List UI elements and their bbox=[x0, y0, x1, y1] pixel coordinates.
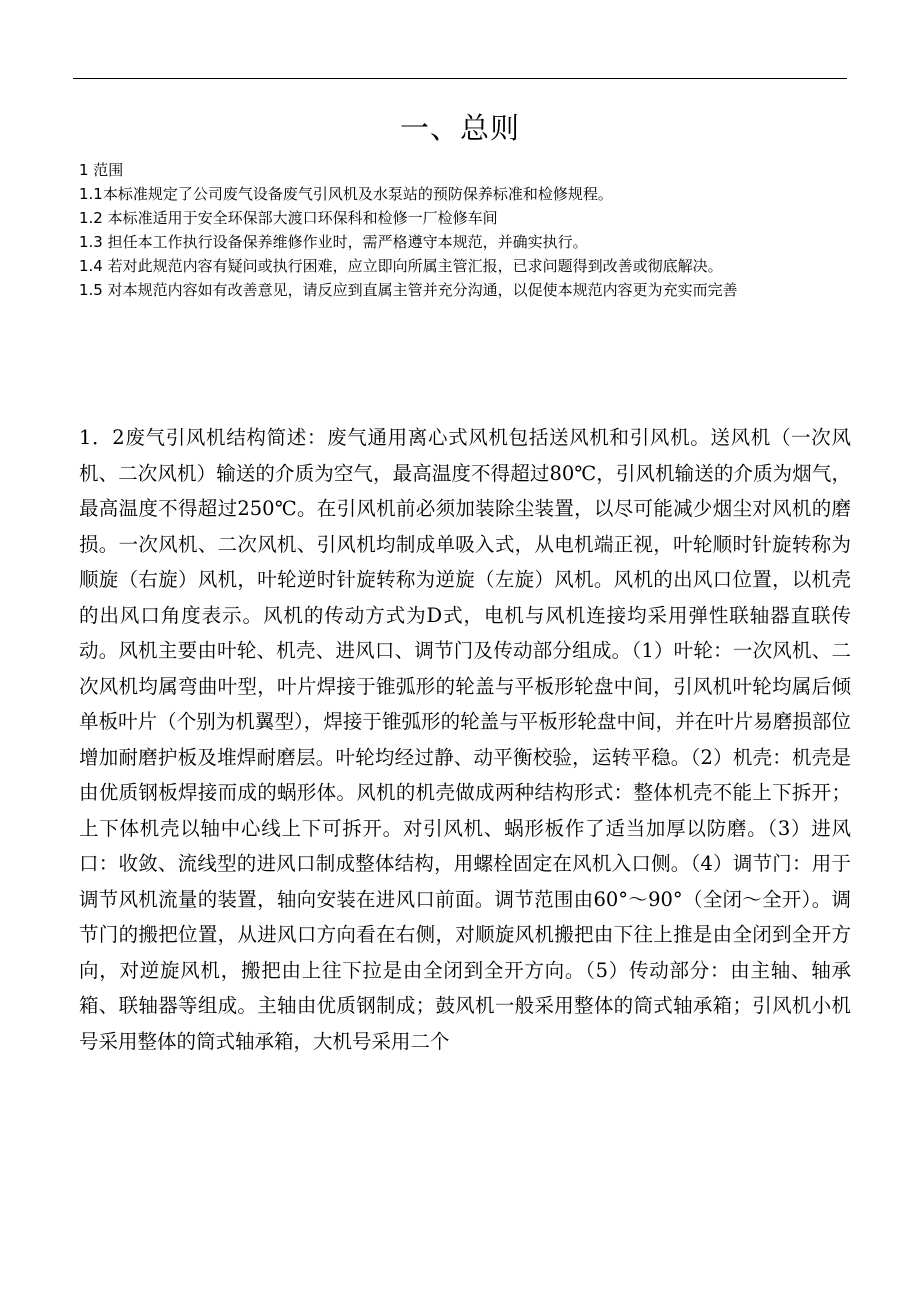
scope-section bbox=[79, 158, 849, 302]
scope-item-1-4: 1.4 若对此规范内容有疑问或执行困难，应立即向所属主管汇报，已求问题得到改善或彻底解决。 bbox=[79, 257, 723, 275]
section-title: 一、总则 bbox=[399, 111, 520, 145]
fan-structure-paragraph: 1．2废气引风机结构简述：废气通用离心式风机包括送风机和引风机。送风机（一次风机、二次风机）输送的介质为空气，最高温度不得超过80℃，引风机输送的介质为烟气，最高温度不得超过250℃。在引风机前必须加装除尘装置，以尽可能减少烟尘对风机的磨损。一次风机、二次风机、引风机均制成单吸入式，从电机端正视，叶轮顺时针旋转称为顺旋（右旋）风机，叶轮逆时针旋转称为逆旋（左旋）风机。风机的出风口位置，以机壳的出风口角度表示。风机的传动方式为D式，电机与风机连接均采用弹性联轴器直联传动。风机主要由叶轮、机壳、进风口、调节门及传动部分组成。（1）叶轮：一次风机、二次风机均属弯曲叶型，叶片焊接于锥弧形的轮盖与平板形轮盘中间，引风机叶轮均属后倾单板叶片（个别为机翼型），焊接于锥弧形的轮盖与平板形轮盘中间，并在叶片易磨损部位增加耐磨护板及堆焊耐磨层。叶轮均经过静、动平衡校验，运转平稳。（2）机壳：机壳是由优质钢板焊接而成的蜗形体。风机的机壳做成两种结构形式：整体机壳不能上下拆开；上下体机壳以轴中心线上下可拆开。对引风机、蜗形板作了适当加厚以防磨。（3）进风口：收敛、流线型的进风口制成整体结构，用螺栓固定在风机入口侧。（4）调节门：用于调节风机流量的装置，轴向安装在进风口前面。调节范围由60°～90°（全闭～全开）。调节门的搬把位置，从进风口方向看在右侧，对顺旋风机搬把由下往上推是由全闭到全开方向，对逆旋风机，搬把由上往下拉是由全闭到全开方向。（5）传动部分：由主轴、轴承箱、联轴器等组成。主轴由优质钢制成；鼓风机一般采用整体的筒式轴承箱；引风机小机号采用整体的筒式轴承箱，大机号采用二个 bbox=[79, 426, 851, 1053]
header-rule bbox=[73, 78, 847, 79]
scope-heading: 1 范围 bbox=[79, 161, 124, 179]
scope-item-1-5: 1.5 对本规范内容如有改善意见，请反应到直属主管并充分沟通，以促使本规范内容更为充实而完善 bbox=[79, 281, 738, 299]
scope-item-1-3: 1.3 担任本工作执行设备保养维修作业时，需严格遵守本规范，并确实执行。 bbox=[79, 233, 588, 251]
scope-item-1-2: 1.2 本标准适用于安全环保部大渡口环保科和检修一厂检修车间 bbox=[79, 209, 498, 227]
scope-item-1-1: 1.1本标准规定了公司废气设备废气引风机及水泵站的预防保养标准和检修规程。 bbox=[79, 185, 613, 203]
